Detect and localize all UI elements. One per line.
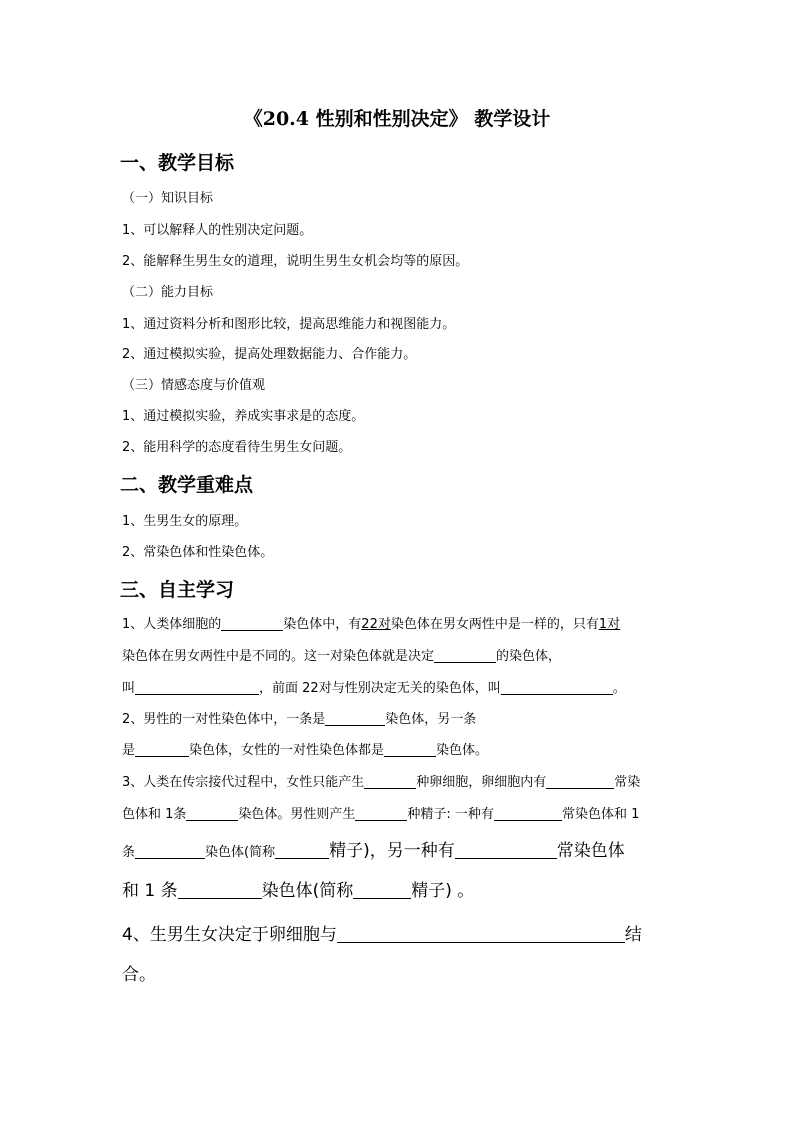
section-heading-self-study: 三、自主学习 — [120, 579, 235, 601]
question-4-line-1: 4、生男生女决定于卵细胞与 结 — [122, 925, 642, 945]
question-2-line-1: 2、男性的一对性染色体中，一条是 染色体，另一条 — [122, 712, 477, 727]
subheading-knowledge: （一）知识目标 — [122, 191, 214, 206]
section-heading-key-points: 二、教学重难点 — [120, 474, 254, 496]
blank-5[interactable] — [325, 711, 385, 726]
blank-9[interactable] — [546, 774, 614, 789]
subheading-ability: （二）能力目标 — [122, 285, 214, 300]
question-3-line-4: 和 1 条 染色体(简称 精子) 。 — [122, 881, 475, 901]
blank-15[interactable] — [455, 840, 557, 859]
emotion-item-2: 2、能用科学的态度看待生男生女问题。 — [122, 440, 352, 455]
blank-14[interactable] — [275, 844, 329, 859]
key-point-2: 2、常染色体和性染色体。 — [122, 545, 274, 560]
document-title: 《20.4 性别和性别决定》 教学设计 — [243, 108, 551, 130]
question-1-line-1: 1、人类体细胞的 染色体中，有22对染色体在男女两性中是一样的，只有1对 — [122, 617, 621, 632]
question-1-line-3: 叫 ，前面 22对与性别决定无关的染色体，叫 。 — [122, 681, 626, 696]
key-point-1: 1、生男生女的原理。 — [122, 514, 248, 529]
blank-17[interactable] — [353, 880, 411, 899]
blank-7[interactable] — [384, 742, 436, 757]
blank-18[interactable] — [337, 924, 625, 943]
blank-13[interactable] — [135, 844, 205, 859]
knowledge-item-1: 1、可以解释人的性别决定问题。 — [122, 223, 313, 238]
blank-4[interactable] — [501, 680, 613, 695]
blank-11[interactable] — [355, 806, 407, 821]
blank-6[interactable] — [135, 742, 189, 757]
blank-3[interactable] — [135, 680, 259, 695]
blank-2[interactable] — [434, 648, 496, 663]
subheading-emotion: （三）情感态度与价值观 — [122, 378, 266, 393]
blank-16[interactable] — [178, 880, 262, 899]
ability-item-2: 2、通过模拟实验，提高处理数据能力、合作能力。 — [122, 347, 417, 362]
ability-item-1: 1、通过资料分析和图形比较，提高思维能力和视图能力。 — [122, 317, 456, 332]
emotion-item-1: 1、通过模拟实验，养成实事求是的态度。 — [122, 409, 365, 424]
question-4-line-2: 合。 — [122, 965, 156, 985]
blank-10[interactable] — [186, 806, 238, 821]
blank-8[interactable] — [364, 774, 416, 789]
question-1-line-2: 染色体在男女两性中是不同的。这一对染色体就是决定 的染色体， — [122, 649, 562, 664]
knowledge-item-2: 2、能解释生男生女的道理，说明生男生女机会均等的原因。 — [122, 254, 469, 269]
question-2-line-2: 是 染色体，女性的一对性染色体都是 染色体。 — [122, 743, 489, 758]
blank-12[interactable] — [494, 806, 562, 821]
question-3-line-3: 条 染色体(简称 精子)，另一种有 常染色体 — [122, 841, 625, 861]
section-heading-objectives: 一、教学目标 — [120, 152, 235, 174]
question-3-line-2: 色体和 1条 染色体。男性则产生 种精子: 一种有 常染色体和 1 — [122, 807, 640, 822]
blank-1[interactable] — [221, 616, 283, 631]
question-3-line-1: 3、人类在传宗接代过程中，女性只能产生 种卵细胞，卵细胞内有 常染 — [122, 775, 641, 790]
